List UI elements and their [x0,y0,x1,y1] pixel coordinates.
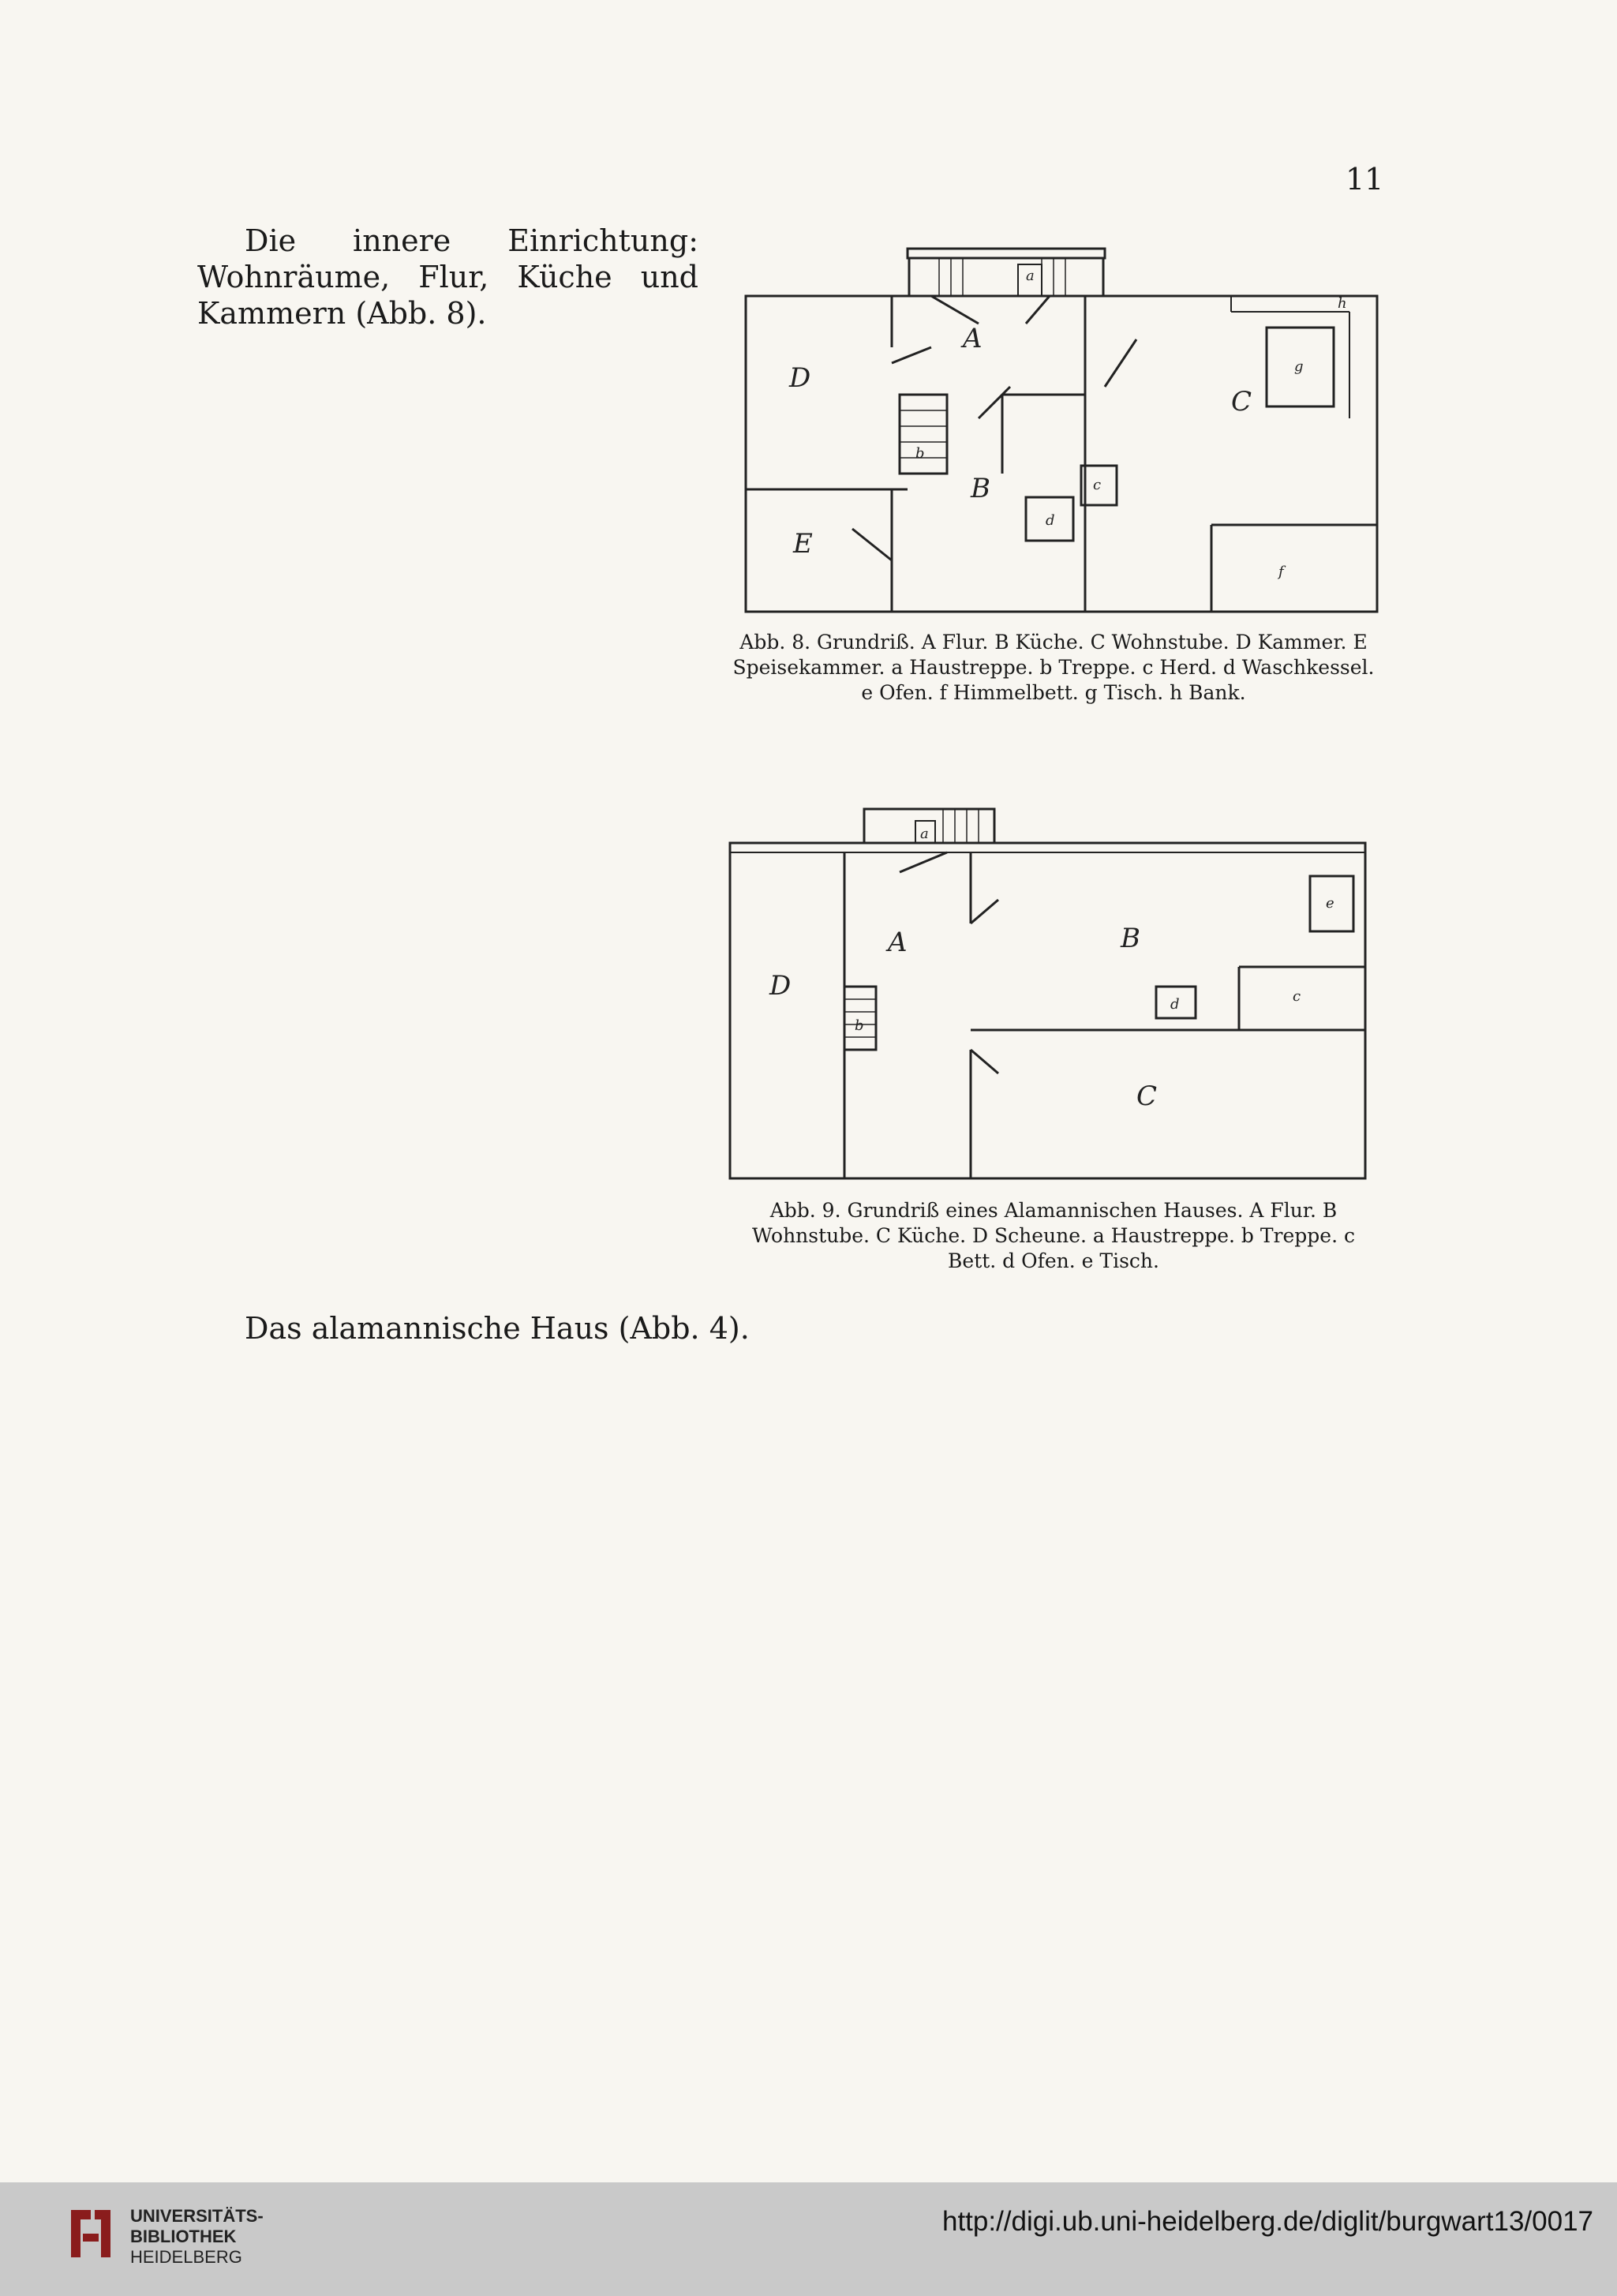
library-logo-icon [63,2202,118,2265]
plan-label: a [920,826,929,842]
source-url[interactable]: http://digi.ub.uni-heidelberg.de/diglit/burgwart13/0017 [941,2206,1593,2237]
library-line: BIBLIOTHEK [130,2227,237,2246]
plan-label: B [1121,923,1140,954]
library-line: HEIDELBERG [130,2247,242,2267]
paragraph: Die innere Einrichtung: Wohnräume, Flur, Küche und Kammern (Abb. 8). [197,223,698,331]
plan-label: A [888,927,908,958]
plan-label: b [855,1017,864,1034]
plan-label: h [1338,295,1347,312]
library-name [130,2206,264,2268]
floor-plan-figure-8 [726,229,1381,616]
plan-label: C [1231,386,1252,418]
plan-label: B [971,473,990,504]
plan-label: c [1293,988,1301,1005]
full-width-text [197,1310,1373,1353]
plan-label: A [963,323,983,354]
paragraph: Das alamannische Haus (Abb. 4). [245,1311,750,1346]
figure-8-caption: Abb. 8. Grundriß. A Flur. B Küche. C Wohnstube. D Kammer. E Speisekammer. a Haustreppe. b Treppe. c Herd. d Waschkessel. e Ofen. f Himmelbett. g Tisch. h Bank. [732,631,1375,704]
plan-label: g [1294,358,1304,375]
library-line: UNIVERSITÄTS- [130,2206,264,2226]
plan-label: b [915,445,925,462]
floor-plan-figure-9 [726,797,1381,1184]
page-number: 11 [1346,162,1384,197]
plan-label: C [1136,1081,1158,1112]
plan-label: d [1046,512,1055,529]
plan-label: D [769,970,792,1002]
plan-label: D [789,362,811,394]
plan-label: c [1093,477,1102,493]
plan-label: f [1278,564,1284,580]
plan-label: a [1026,268,1035,284]
left-column-text [197,223,698,338]
plan-label: e [1326,895,1334,912]
plan-label: E [793,528,813,560]
plan-label: d [1170,996,1180,1013]
figure-9-caption: Abb. 9. Grundriß eines Alamannischen Hauses. A Flur. B Wohnstube. C Küche. D Scheune. a Haustreppe. b Treppe. c Bett. d Ofen. e Tisch. [752,1199,1355,1272]
